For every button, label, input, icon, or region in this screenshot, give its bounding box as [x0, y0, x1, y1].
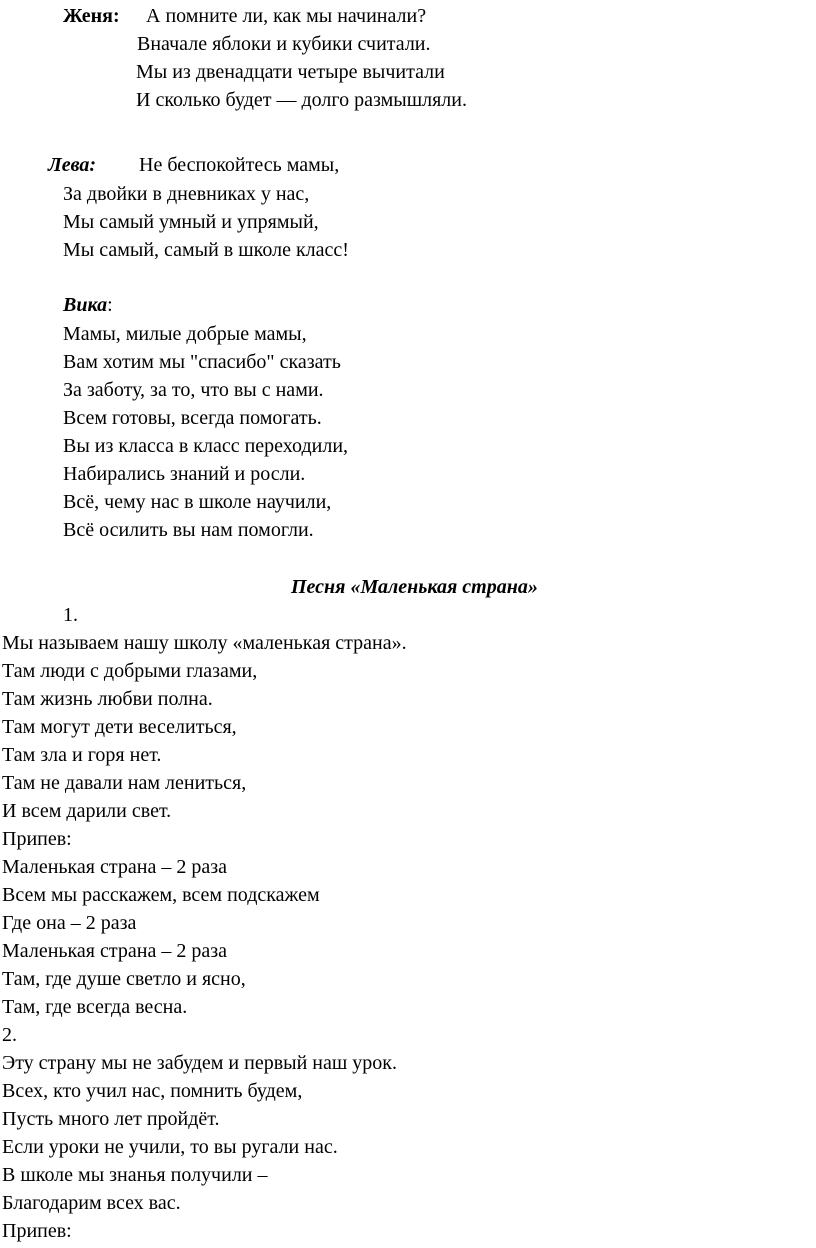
verse-line: Мы самый, самый в школе класс! — [63, 239, 349, 261]
song-line: Если уроки не учили, то вы ругали нас. — [2, 1136, 338, 1158]
chorus-line: Маленькая страна – 2 раза — [2, 856, 227, 878]
verse-line: Всё осилить вы нам помогли. — [63, 519, 314, 541]
chorus-line: Маленькая страна – 2 раза — [2, 940, 227, 962]
verse-line: А помните ли, как мы начинали? — [146, 5, 427, 27]
chorus-line: Там, где всегда весна. — [2, 996, 188, 1018]
verse-line: Вам хотим мы "спасибо" сказать — [63, 351, 341, 373]
verse-line: Вначале яблоки и кубики считали. — [137, 33, 431, 55]
verse-line: За заботу, за то, что вы с нами. — [63, 379, 324, 401]
song-line: Эту страну мы не забудем и первый наш урок. — [2, 1052, 397, 1074]
song-line: Благодарим всех вас. — [2, 1192, 181, 1214]
song-line: Там люди с добрыми глазами, — [2, 660, 258, 682]
verse-line: Всем готовы, всегда помогать. — [63, 407, 322, 429]
verse-line: За двойки в дневниках у нас, — [63, 183, 310, 205]
song-line: В школе мы знанья получили – — [2, 1164, 268, 1186]
verse-line: Набирались знаний и росли. — [63, 463, 306, 485]
song-line: Всех, кто учил нас, помнить будем, — [2, 1080, 303, 1102]
chorus-label: Припев: — [2, 828, 72, 850]
song-line: Пусть много лет пройдёт. — [2, 1108, 220, 1130]
speaker-vika: Вика — [63, 294, 108, 316]
verse-line: И сколько будет — долго размышляли. — [136, 89, 467, 111]
song-line: Там жизнь любви полна. — [2, 688, 213, 710]
verse-line: Всё, чему нас в школе научили, — [63, 491, 332, 513]
song-line: Там не давали нам лениться, — [2, 772, 247, 794]
speaker-colon: : — [107, 294, 113, 316]
verse-line: Мы самый умный и упрямый, — [63, 211, 319, 233]
chorus-line: Всем мы расскажем, всем подскажем — [2, 884, 320, 906]
speaker-vika-line — [63, 291, 113, 319]
song-line: И всем дарили свет. — [2, 800, 172, 822]
speaker-leva: Лева: — [48, 154, 97, 176]
verse-number: 1. — [63, 604, 78, 626]
song-title: Песня «Маленькая страна» — [291, 576, 538, 598]
verse-line: Не беспокойтесь мамы, — [139, 154, 340, 176]
speaker-zhenya: Женя: — [63, 5, 120, 27]
chorus-line: Где она – 2 раза — [2, 912, 137, 934]
chorus-label: Припев: — [2, 1220, 72, 1242]
song-line: Там могут дети веселиться, — [2, 716, 237, 738]
chorus-line: Там, где душе светло и ясно, — [2, 968, 246, 990]
verse-line: Мамы, милые добрые мамы, — [63, 323, 307, 345]
verse-line: Вы из класса в класс переходили, — [63, 435, 349, 457]
song-line: Мы называем нашу школу «маленькая страна». — [2, 632, 407, 654]
verse-line: Мы из двенадцати четыре вычитали — [136, 61, 445, 83]
song-line: Там зла и горя нет. — [2, 744, 162, 766]
verse-number: 2. — [2, 1024, 17, 1046]
